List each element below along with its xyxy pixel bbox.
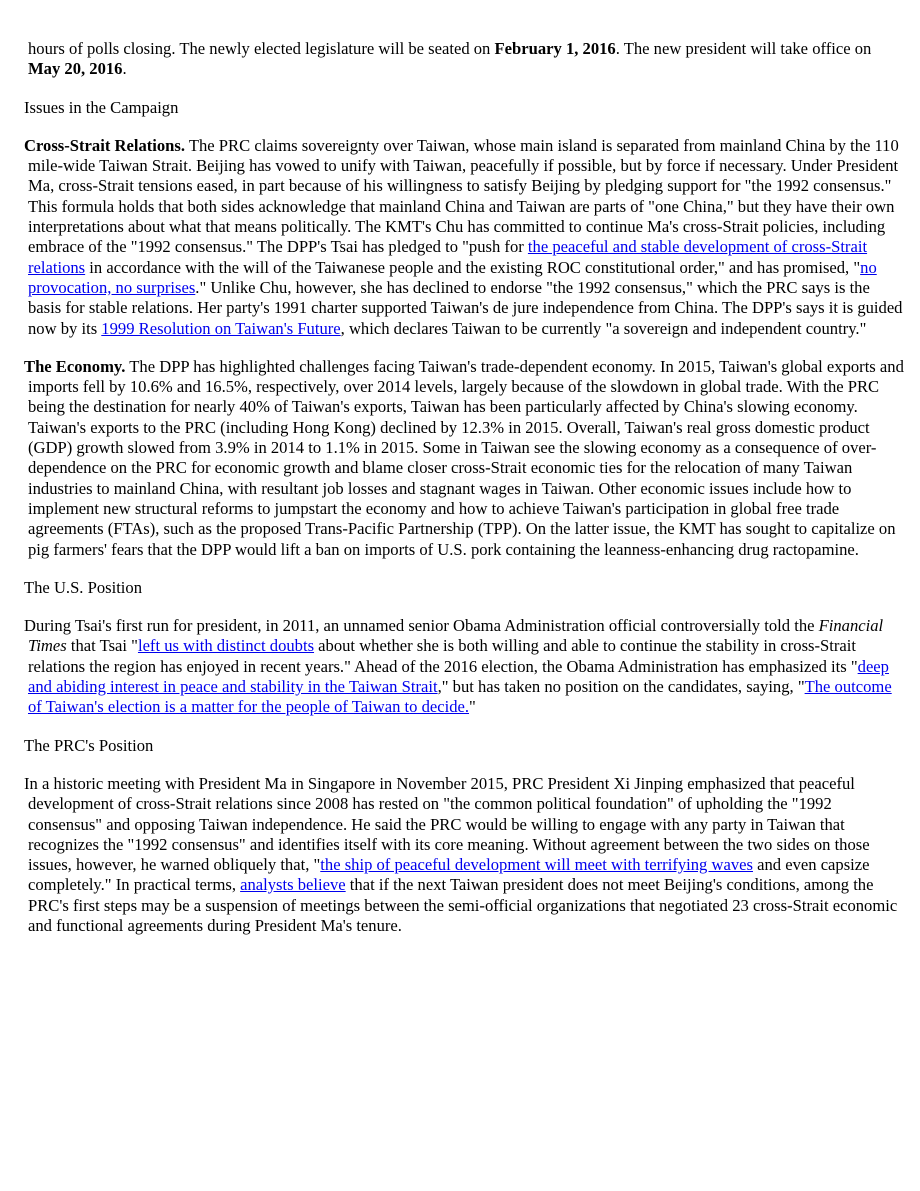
paragraph-text: , which declares Taiwan to be currently "a sovereign and independent country." (340, 318, 867, 338)
link-analysts-believe[interactable]: analysts believe (240, 875, 346, 895)
paragraph-text: that Tsai " (66, 636, 138, 656)
inauguration-date: May 20, 2016 (28, 59, 123, 79)
link-election-outcome[interactable]: The outcome of Taiwan's election is a matter for the people of Taiwan to decide. (28, 677, 892, 717)
paragraph-text: During Tsai's first run for president, in 2011, an unnamed senior Obama Administration official controversially told the (24, 616, 819, 636)
paragraph-text: The PRC claims sovereignty over Taiwan, whose main island is separated from mainland China by the 110 mile-wide Taiwan Strait. Beijing has vowed to unify with Taiwan, peacefully if possible, but by force if necessary. Under President Ma, cross-Strait tensions eased, in part because of his willingness to satisfy Beijing by pledging support for "the 1992 consensus." This formula holds that both sides acknowledge that mainland China and Taiwan are parts of "one China," but they have their own interpretations about what that means politically. The KMT's Chu has committed to continue Ma's cross-Strait policies, including embrace of the "1992 consensus." The DPP's Tsai has pledged to "push for (28, 135, 899, 257)
paragraph-text: that if the next Taiwan president does not meet Beijing's conditions, among the PRC's first steps may be a suspension of meetings between the semi-official organizations that negotiated 23 cross-Strait economic and functional agreements during President Ma's tenure. (28, 875, 898, 935)
economy-lead: The Economy. (24, 356, 126, 376)
cross-strait-lead: Cross-Strait Relations. (24, 135, 186, 155)
link-1999-resolution[interactable]: 1999 Resolution on Taiwan's Future (101, 318, 341, 338)
link-deep-abiding-interest[interactable]: deep and abiding interest in peace and stability in the Taiwan Strait (28, 656, 889, 697)
link-distinct-doubts[interactable]: left us with distinct doubts (137, 636, 315, 656)
prc-position-paragraph (24, 774, 904, 936)
link-peaceful-development[interactable]: the peaceful and stable development of cross-Strait relations (28, 237, 868, 277)
heading-issues: Issues in the Campaign (24, 97, 179, 117)
cross-strait-paragraph (24, 136, 904, 339)
intro-text: . The new president will take office on (615, 39, 872, 58)
paragraph-text: and even capsize completely." In practical terms, (28, 855, 870, 895)
paragraph-text: " (469, 697, 476, 717)
document-page (24, 39, 904, 936)
us-position-paragraph (24, 616, 904, 717)
link-no-provocation[interactable]: no provocation, no surprises (28, 257, 877, 297)
paragraph-text: in accordance with the will of the Taiwanese people and the existing ROC constitutional order," and has promised, " (85, 257, 861, 277)
paragraph-text: ," but has taken no position on the candidates, saying, " (437, 677, 805, 697)
link-ship-of-peaceful-development[interactable]: the ship of peaceful development will meet with terrifying waves (320, 855, 753, 875)
intro-paragraph (24, 39, 904, 80)
intro-text: . (122, 59, 127, 79)
paragraph-text: In a historic meeting with President Ma in Singapore in November 2015, PRC President Xi Jinping emphasized that peaceful development of cross-Strait relations since 2008 has rested on "the common political foundation" of upholding the "1992 consensus" and opposing Taiwan independence. He said the PRC would be willing to engage with any party in Taiwan that recognizes the "1992 consensus" and identifies itself with its core meaning. Without agreement between the two sides on those issues, however, he warned obliquely that, " (24, 773, 870, 875)
heading-prc-position: The PRC's Position (24, 735, 154, 755)
intro-text: hours of polls closing. The newly elected legislature will be seated on (28, 39, 495, 58)
paragraph-text: The DPP has highlighted challenges facing Taiwan's trade-dependent economy. In 2015, Taiwan's global exports and imports fell by 10.6% and 16.5%, respectively, over 2014 levels, largely because of the slowdown in global trade. With the PRC being the destination for nearly 40% of Taiwan's exports, Taiwan has been particularly affected by China's slowing economy. Taiwan's exports to the PRC (including Hong Kong) declined by 12.3% in 2015. Overall, Taiwan's real gross domestic product (GDP) growth slowed from 3.9% in 2014 to 1.1% in 2015. Some in Taiwan see the slowing economy as a consequence of over-dependence on the PRC for economic growth and blame closer cross-Strait economic ties for the relocation of many Taiwan industries to mainland China, with resultant job losses and stagnant wages in Taiwan. Other economic issues include how to implement new structural reforms to jumpstart the economy and how to achieve Taiwan's participation in global free trade agreements (FTAs), such as the proposed Trans-Pacific Partnership (TPP). On the latter issue, the KMT has sought to capitalize on pig farmers' fears that the DPP would lift a ban on imports of U.S. pork containing the leanness-enhancing drug ractopamine. (28, 356, 904, 559)
economy-paragraph (24, 357, 904, 560)
paragraph-text: about whether she is both willing and able to continue the stability in cross-Strait relations the region has enjoyed in recent years." Ahead of the 2016 election, the Obama Administration has emphasized its " (28, 636, 858, 676)
heading-us-position: The U.S. Position (24, 577, 143, 597)
paragraph-text: ." Unlike Chu, however, she has declined to endorse "the 1992 consensus," which the PRC says is the basis for stable relations. Her party's 1991 charter supported Taiwan's de jure independence from China. The DPP's says it is guided now by its (28, 277, 903, 338)
financial-times-title: Financial Times (28, 616, 884, 656)
legislature-date: February 1, 2016 (494, 39, 616, 58)
